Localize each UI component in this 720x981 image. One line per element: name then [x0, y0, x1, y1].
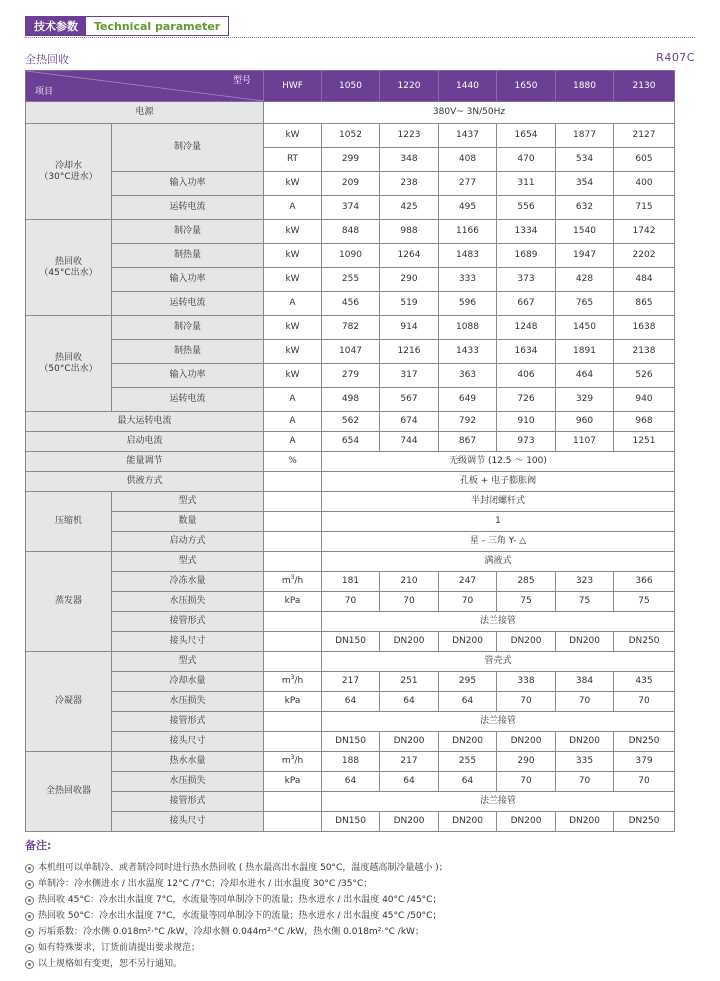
value-cell: 605	[614, 148, 675, 172]
value-cell: 366	[614, 572, 675, 592]
row-label: 供液方式	[26, 472, 264, 492]
unit-cell: kW	[264, 364, 322, 388]
value-cell: 1540	[556, 220, 614, 244]
value-cell: 1090	[322, 244, 380, 268]
value-cell: DN200	[439, 632, 497, 652]
value-cell: 470	[497, 148, 556, 172]
value-cell: 1689	[497, 244, 556, 268]
value-cell: 374	[322, 196, 380, 220]
value-cell: 960	[556, 412, 614, 432]
value-cell: 210	[380, 572, 439, 592]
row-label: 启动方式	[112, 532, 264, 552]
value-cell: 75	[497, 592, 556, 612]
value-cell: DN200	[556, 732, 614, 752]
group-label: 冷凝器	[26, 652, 112, 752]
unit-cell: kW	[264, 316, 322, 340]
model-header: 1440	[439, 71, 497, 102]
value-cell: 495	[439, 196, 497, 220]
row-value: 星 - 三角 Y- △	[322, 532, 675, 552]
value-cell: 910	[497, 412, 556, 432]
unit-cell: $m^3/h$	[264, 672, 322, 692]
value-cell: 379	[614, 752, 675, 772]
value-cell: 1334	[497, 220, 556, 244]
value-cell: 2127	[614, 124, 675, 148]
model-header: 2130	[614, 71, 675, 102]
row-label: 制冷量	[112, 316, 264, 340]
value-cell: 498	[322, 388, 380, 412]
value-cell: 1264	[380, 244, 439, 268]
row-label: 水压损失	[112, 772, 264, 792]
value-cell: 290	[497, 752, 556, 772]
value-cell: DN150	[322, 812, 380, 832]
row-label: 运转电流	[112, 292, 264, 316]
row-label: 型式	[112, 552, 264, 572]
value-cell: 792	[439, 412, 497, 432]
value-cell: 333	[439, 268, 497, 292]
value-cell: 181	[322, 572, 380, 592]
value-cell: 70	[556, 772, 614, 792]
row-label: 制冷量	[112, 220, 264, 244]
row-label: 运转电流	[112, 196, 264, 220]
group-label: 热回收 （50°C出水）	[26, 316, 112, 412]
value-cell: 1437	[439, 124, 497, 148]
value-cell: 867	[439, 432, 497, 452]
note-text: 本机组可以单制冷、或者制冷同时进行热水热回收 ( 热水最高出水温度 50°C，温度越高制冷量越小 )；	[38, 863, 448, 873]
value-cell: 323	[556, 572, 614, 592]
header-divider	[25, 37, 695, 38]
row-label: 型式	[112, 492, 264, 512]
value-cell: 534	[556, 148, 614, 172]
value-cell: 217	[322, 672, 380, 692]
value-cell: 285	[497, 572, 556, 592]
value-cell: 428	[556, 268, 614, 292]
unit-cell: kW	[264, 220, 322, 244]
value-cell: 64	[322, 692, 380, 712]
value-cell: 251	[380, 672, 439, 692]
value-cell: 406	[497, 364, 556, 388]
row-label: 制热量	[112, 340, 264, 364]
unit-cell: kW	[264, 244, 322, 268]
unit-cell	[264, 512, 322, 532]
value-cell: 1891	[556, 340, 614, 364]
unit-cell: A	[264, 292, 322, 316]
note-item	[25, 892, 695, 908]
bullet-icon	[25, 912, 34, 921]
row-label: 接头尺寸	[112, 732, 264, 752]
row-label: 能量调节	[26, 452, 264, 472]
group-label: 热回收 （45°C出水）	[26, 220, 112, 316]
row-label: 输入功率	[112, 172, 264, 196]
value-cell: 299	[322, 148, 380, 172]
note-item	[25, 876, 695, 892]
value-cell: 64	[439, 692, 497, 712]
value-cell: 70	[380, 592, 439, 612]
row-value: 半封闭螺杆式	[322, 492, 675, 512]
row-label: 数量	[112, 512, 264, 532]
value-cell: 2202	[614, 244, 675, 268]
value-cell: 1107	[556, 432, 614, 452]
value-cell: 1634	[497, 340, 556, 364]
unit-cell	[264, 712, 322, 732]
value-cell: 456	[322, 292, 380, 316]
note-item	[25, 924, 695, 940]
value-cell: 255	[439, 752, 497, 772]
row-label: 型式	[112, 652, 264, 672]
bullet-icon	[25, 960, 34, 969]
unit-cell: kW	[264, 268, 322, 292]
value-cell: 726	[497, 388, 556, 412]
unit-cell: kW	[264, 172, 322, 196]
value-cell: 1248	[497, 316, 556, 340]
model-header: 1220	[380, 71, 439, 102]
row-label: 接管形式	[112, 712, 264, 732]
row-label: 制热量	[112, 244, 264, 268]
unit-cell: A	[264, 412, 322, 432]
value-cell: DN200	[439, 732, 497, 752]
value-cell: 75	[556, 592, 614, 612]
section-title-en: Technical parameter	[86, 16, 229, 36]
value-cell: 290	[380, 268, 439, 292]
value-cell: 1216	[380, 340, 439, 364]
value-cell: 70	[439, 592, 497, 612]
value-cell: DN200	[439, 812, 497, 832]
note-item	[25, 956, 695, 972]
unit-cell: A	[264, 388, 322, 412]
value-cell: 667	[497, 292, 556, 316]
bullet-icon	[25, 864, 34, 873]
value-cell: 1654	[497, 124, 556, 148]
unit-cell: A	[264, 432, 322, 452]
value-cell: DN200	[497, 812, 556, 832]
value-cell: 526	[614, 364, 675, 388]
value-cell: 70	[322, 592, 380, 612]
value-cell: 70	[556, 692, 614, 712]
value-cell: 649	[439, 388, 497, 412]
value-cell: DN250	[614, 812, 675, 832]
note-item	[25, 940, 695, 956]
unit-cell	[264, 792, 322, 812]
note-text: 热回收 50°C：冷水出水温度 7°C，水流量等同单制冷下的流量；热水进水 / 出水温度 45°C /50°C；	[38, 911, 442, 921]
row-value: 无级调节 (12.5 ～ 100)	[322, 452, 675, 472]
value-cell: DN250	[614, 632, 675, 652]
value-cell: DN200	[556, 632, 614, 652]
value-cell: DN200	[380, 812, 439, 832]
value-cell: 1052	[322, 124, 380, 148]
value-cell: 400	[614, 172, 675, 196]
value-cell: 70	[497, 692, 556, 712]
row-label: 热水水量	[112, 752, 264, 772]
unit-cell: kPa	[264, 592, 322, 612]
value-cell: 654	[322, 432, 380, 452]
value-cell: 435	[614, 672, 675, 692]
spec-table	[25, 70, 675, 832]
value-cell: 70	[614, 692, 675, 712]
value-cell: 464	[556, 364, 614, 388]
value-cell: 348	[380, 148, 439, 172]
value-cell: 408	[439, 148, 497, 172]
unit-cell	[264, 492, 322, 512]
subheader-right: R407C	[656, 51, 695, 64]
section-header	[25, 16, 229, 36]
note-text: 热回收 45°C：冷水出水温度 7°C，水流量等同单制冷下的流量；热水进水 / 出水温度 40°C /45°C；	[38, 895, 442, 905]
value-cell: 968	[614, 412, 675, 432]
unit-cell	[264, 732, 322, 752]
value-cell: 744	[380, 432, 439, 452]
group-label: 蒸发器	[26, 552, 112, 652]
value-cell: 2138	[614, 340, 675, 364]
value-cell: 715	[614, 196, 675, 220]
note-item	[25, 860, 695, 876]
diagonal-line	[26, 71, 264, 101]
section-title-cn: 技术参数	[25, 16, 86, 36]
row-label: 接头尺寸	[112, 632, 264, 652]
value-cell: 311	[497, 172, 556, 196]
value-cell: 1877	[556, 124, 614, 148]
unit-cell	[264, 532, 322, 552]
value-cell: 277	[439, 172, 497, 196]
value-cell: 335	[556, 752, 614, 772]
value-cell: 940	[614, 388, 675, 412]
unit-cell: RT	[264, 148, 322, 172]
value-cell: 1483	[439, 244, 497, 268]
value-cell: 1742	[614, 220, 675, 244]
row-value: 孔板 + 电子膨胀阀	[322, 472, 675, 492]
value-cell: 1433	[439, 340, 497, 364]
value-cell: 255	[322, 268, 380, 292]
value-cell: 765	[556, 292, 614, 316]
value-cell: 384	[556, 672, 614, 692]
model-header: 1050	[322, 71, 380, 102]
value-cell: 75	[614, 592, 675, 612]
row-label: 冷却水量	[112, 672, 264, 692]
value-cell: 64	[439, 772, 497, 792]
row-value: 管壳式	[322, 652, 675, 672]
value-cell: 1047	[322, 340, 380, 364]
value-cell: DN150	[322, 732, 380, 752]
model-header: 1650	[497, 71, 556, 102]
value-cell: 1166	[439, 220, 497, 244]
value-cell: 865	[614, 292, 675, 316]
row-label: 启动电流	[26, 432, 264, 452]
notes-title: 备注:	[25, 839, 52, 852]
row-value: 满液式	[322, 552, 675, 572]
bullet-icon	[25, 896, 34, 905]
value-cell: 1947	[556, 244, 614, 268]
value-cell: DN150	[322, 632, 380, 652]
row-value: 1	[322, 512, 675, 532]
value-cell: 373	[497, 268, 556, 292]
unit-cell	[264, 812, 322, 832]
value-cell: 64	[322, 772, 380, 792]
corner-item-label: 项目	[35, 87, 54, 97]
value-cell: 295	[439, 672, 497, 692]
row-label: 水压损失	[112, 592, 264, 612]
value-cell: 329	[556, 388, 614, 412]
value-cell: 425	[380, 196, 439, 220]
value-cell: 556	[497, 196, 556, 220]
row-label: 输入功率	[112, 364, 264, 388]
value-cell: 188	[322, 752, 380, 772]
value-cell: 64	[380, 772, 439, 792]
value-cell: DN200	[380, 632, 439, 652]
value-cell: 562	[322, 412, 380, 432]
row-label: 水压损失	[112, 692, 264, 712]
unit-cell: A	[264, 196, 322, 220]
model-series-header: HWF	[264, 71, 322, 102]
value-cell: 1223	[380, 124, 439, 148]
corner-cell	[26, 71, 264, 102]
value-cell: 519	[380, 292, 439, 316]
bullet-icon	[25, 928, 34, 937]
value-cell: 279	[322, 364, 380, 388]
group-label: 全热回收器	[26, 752, 112, 832]
value-cell: 484	[614, 268, 675, 292]
note-text: 如有特殊要求，订货前请提出要求规范；	[38, 943, 201, 953]
note-text: 污垢系数：冷水侧 0.018m²·°C /kW，冷却水侧 0.044m²·°C /kW，热水侧 0.018m²·°C /kW；	[38, 927, 424, 937]
unit-cell	[264, 612, 322, 632]
subheader-left: 全热回收	[25, 53, 69, 66]
value-cell: 338	[497, 672, 556, 692]
row-label: 运转电流	[112, 388, 264, 412]
value-cell: DN200	[556, 812, 614, 832]
value-cell: 1088	[439, 316, 497, 340]
unit-cell: %	[264, 452, 322, 472]
corner-model-label: 型号	[232, 76, 251, 86]
value-cell: 632	[556, 196, 614, 220]
value-cell: 1450	[556, 316, 614, 340]
value-cell: 238	[380, 172, 439, 196]
unit-cell: kPa	[264, 772, 322, 792]
bullet-icon	[25, 944, 34, 953]
notes	[25, 837, 695, 972]
value-cell: DN200	[380, 732, 439, 752]
row-label: 接管形式	[112, 792, 264, 812]
value-cell: 363	[439, 364, 497, 388]
value-cell: 596	[439, 292, 497, 316]
unit-cell	[264, 632, 322, 652]
unit-cell	[264, 652, 322, 672]
value-cell: DN200	[497, 632, 556, 652]
unit-cell	[264, 552, 322, 572]
value-cell: 567	[380, 388, 439, 412]
value-cell: 64	[380, 692, 439, 712]
value-cell: 217	[380, 752, 439, 772]
value-cell: 209	[322, 172, 380, 196]
value-cell: 1638	[614, 316, 675, 340]
value-cell: DN250	[614, 732, 675, 752]
row-value: 法兰接管	[322, 612, 675, 632]
unit-cell: $m^3/h$	[264, 572, 322, 592]
value-cell: DN200	[497, 732, 556, 752]
unit-cell: kPa	[264, 692, 322, 712]
row-value: 法兰接管	[322, 792, 675, 812]
value-cell: 782	[322, 316, 380, 340]
value-cell: 70	[497, 772, 556, 792]
row-label: 接头尺寸	[112, 812, 264, 832]
note-text: 以上规格如有变更，恕不另行通知。	[38, 959, 183, 969]
unit-cell: $m^3/h$	[264, 752, 322, 772]
row-label: 输入功率	[112, 268, 264, 292]
row-label: 电源	[26, 102, 264, 124]
unit-cell: kW	[264, 340, 322, 364]
value-cell: 247	[439, 572, 497, 592]
value-cell: 354	[556, 172, 614, 196]
row-label: 最大运转电流	[26, 412, 264, 432]
row-label: 冷冻水量	[112, 572, 264, 592]
unit-cell	[264, 472, 322, 492]
value-cell: 973	[497, 432, 556, 452]
row-value: 法兰接管	[322, 712, 675, 732]
row-label: 制冷量	[112, 124, 264, 172]
value-cell: 848	[322, 220, 380, 244]
value-cell: 914	[380, 316, 439, 340]
row-label: 接管形式	[112, 612, 264, 632]
note-text: 单制冷：冷水侧进水 / 出水温度 12°C /7°C；冷却水进水 / 出水温度 30°C /35°C；	[38, 879, 373, 889]
unit-cell: kW	[264, 124, 322, 148]
value-cell: 988	[380, 220, 439, 244]
value-cell: 317	[380, 364, 439, 388]
note-item	[25, 908, 695, 924]
bullet-icon	[25, 880, 34, 889]
row-value: 380V~ 3N/50Hz	[264, 102, 675, 124]
value-cell: 1251	[614, 432, 675, 452]
value-cell: 674	[380, 412, 439, 432]
value-cell: 70	[614, 772, 675, 792]
model-header: 1880	[556, 71, 614, 102]
group-label: 冷却水 （30°C进水）	[26, 124, 112, 220]
group-label: 压缩机	[26, 492, 112, 552]
